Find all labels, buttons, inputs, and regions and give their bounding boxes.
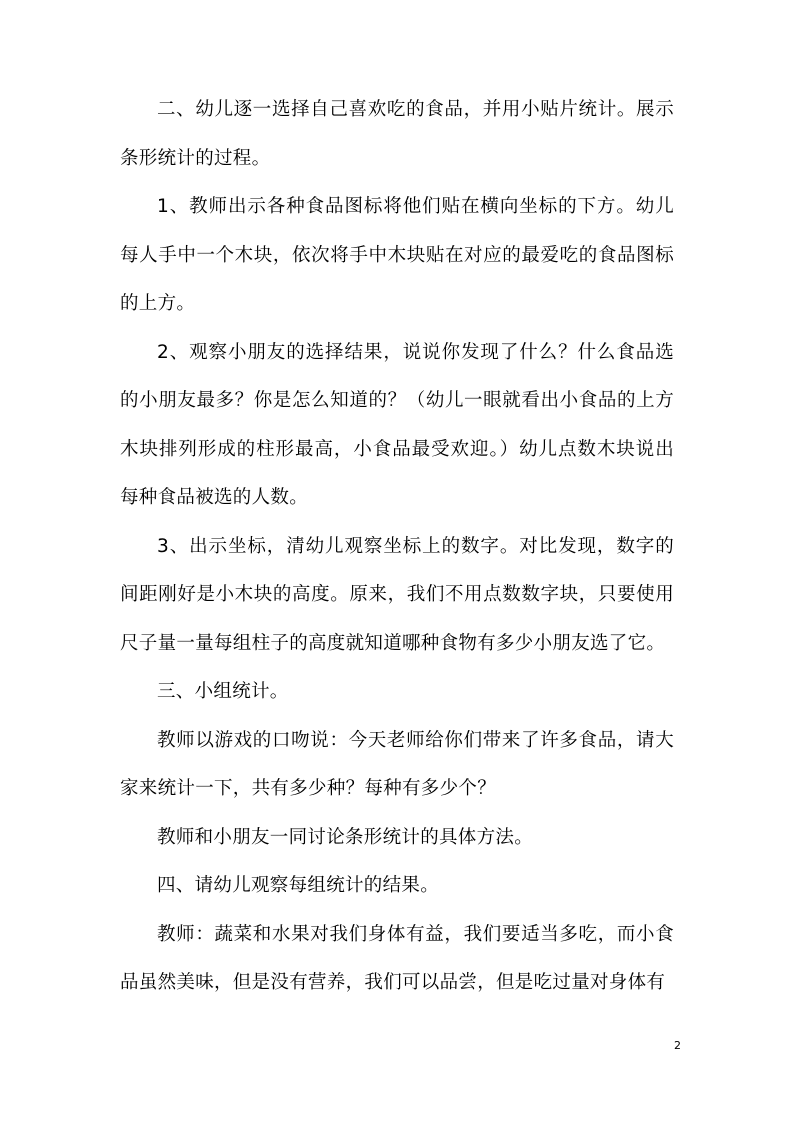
page-number: 2 — [674, 1039, 681, 1052]
paragraph-section-three: 三、小组统计。 — [157, 681, 289, 702]
paragraph-section-two: 二、幼儿逐一选择自己喜欢吃的食品，并用小贴片统计。展示条形统计的过程。 — [120, 99, 674, 169]
paragraph-discussion: 教师和小朋友一同讨论条形统计的具体方法。 — [157, 826, 534, 848]
paragraph-step-two: 2、观察小朋友的选择结果，说说你发现了什么？什么食品选的小朋友最多？你是怎么知道的？（幼儿一眼就看出小食品的上方木块排列形成的柱形最高，小食品最受欢迎。）幼儿点数木块说出每种食品被选的人数。 — [120, 341, 674, 508]
paragraph-step-one: 1、教师出示各种食品图标将他们贴在横向坐标的下方。幼儿每人手中一个木块，依次将手中木块贴在对应的最爱吃的食品图标的上方。 — [120, 196, 674, 314]
paragraph-step-three: 3、出示坐标，清幼儿观察坐标上的数字。对比发现，数字的间距刚好是小木块的高度。原来，我们不用点数数字块，只要使用尺子量一量每组柱子的高度就知道哪种食物有多少小朋友选了它。 — [120, 535, 674, 654]
paragraph-teacher-summary: 教师：蔬菜和水果对我们身体有益，我们要适当多吃，而小食品虽然美味，但是没有营养，我们可以品尝，但是吃过量对身体有 — [120, 923, 674, 993]
paragraph-section-four: 四、请幼儿观察每组统计的结果。 — [157, 875, 440, 896]
paragraph-teacher-game: 教师以游戏的口吻说：今天老师给你们带来了许多食品，请大家来统计一下，共有多少种？每种有多少个？ — [120, 729, 674, 799]
document-body — [120, 86, 674, 1008]
